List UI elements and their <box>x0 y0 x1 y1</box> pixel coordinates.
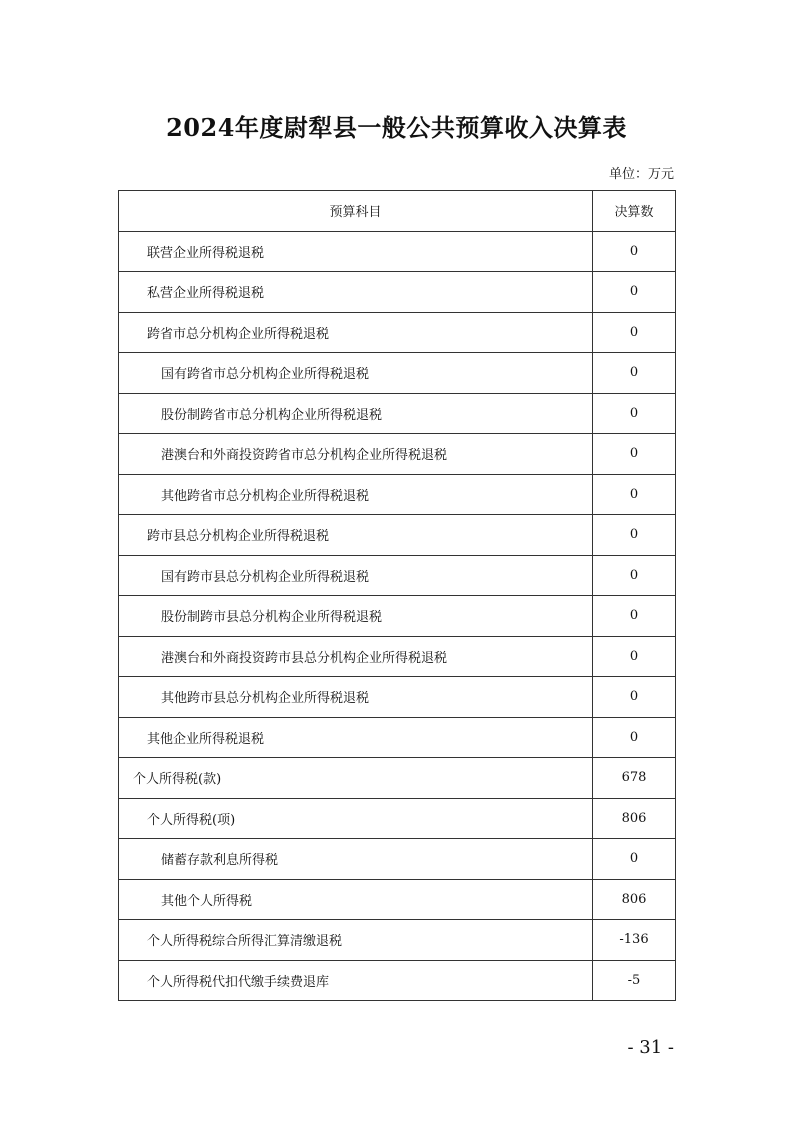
amount-cell: 0 <box>593 515 676 556</box>
subject-cell: 港澳台和外商投资跨市县总分机构企业所得税退税 <box>119 636 593 677</box>
subject-cell: 股份制跨市县总分机构企业所得税退税 <box>119 596 593 637</box>
amount-cell: -136 <box>593 920 676 961</box>
table-row <box>119 272 676 313</box>
table-row <box>119 798 676 839</box>
table-body <box>119 231 676 1001</box>
table-row <box>119 312 676 353</box>
subject-cell: 其他跨市县总分机构企业所得税退税 <box>119 677 593 718</box>
subject-cell: 私营企业所得税退税 <box>119 272 593 313</box>
amount-cell: 806 <box>593 879 676 920</box>
table-row <box>119 515 676 556</box>
table-row <box>119 596 676 637</box>
table-row <box>119 555 676 596</box>
header-amount: 决算数 <box>593 191 676 232</box>
subject-cell: 联营企业所得税退税 <box>119 231 593 272</box>
amount-cell: 0 <box>593 717 676 758</box>
amount-cell: 0 <box>593 677 676 718</box>
amount-cell: 0 <box>593 474 676 515</box>
budget-table <box>118 190 676 1001</box>
table-row <box>119 839 676 880</box>
amount-cell: 0 <box>593 393 676 434</box>
subject-cell: 跨市县总分机构企业所得税退税 <box>119 515 593 556</box>
subject-cell: 个人所得税综合所得汇算清缴退税 <box>119 920 593 961</box>
subject-cell: 个人所得税(款) <box>119 758 593 799</box>
table-header-row <box>119 191 676 232</box>
amount-cell: -5 <box>593 960 676 1001</box>
amount-cell: 0 <box>593 555 676 596</box>
table-row <box>119 353 676 394</box>
table-row <box>119 879 676 920</box>
table-row <box>119 393 676 434</box>
table-row <box>119 636 676 677</box>
table-row <box>119 677 676 718</box>
amount-cell: 806 <box>593 798 676 839</box>
header-subject: 预算科目 <box>119 191 593 232</box>
subject-cell: 国有跨市县总分机构企业所得税退税 <box>119 555 593 596</box>
amount-cell: 0 <box>593 636 676 677</box>
table-row <box>119 717 676 758</box>
amount-cell: 0 <box>593 596 676 637</box>
subject-cell: 个人所得税(项) <box>119 798 593 839</box>
subject-cell: 港澳台和外商投资跨省市总分机构企业所得税退税 <box>119 434 593 475</box>
page-number: - 31 - <box>627 1037 674 1058</box>
subject-cell: 其他个人所得税 <box>119 879 593 920</box>
amount-cell: 0 <box>593 272 676 313</box>
table-row <box>119 758 676 799</box>
amount-cell: 0 <box>593 231 676 272</box>
subject-cell: 国有跨省市总分机构企业所得税退税 <box>119 353 593 394</box>
subject-cell: 个人所得税代扣代缴手续费退库 <box>119 960 593 1001</box>
amount-cell: 0 <box>593 434 676 475</box>
document-title: 2024年度尉犁县一般公共预算收入决算表 <box>166 113 627 142</box>
subject-cell: 储蓄存款利息所得税 <box>119 839 593 880</box>
subject-cell: 其他企业所得税退税 <box>119 717 593 758</box>
table-row <box>119 920 676 961</box>
amount-cell: 0 <box>593 839 676 880</box>
subject-cell: 其他跨省市总分机构企业所得税退税 <box>119 474 593 515</box>
table-row <box>119 960 676 1001</box>
table-row <box>119 231 676 272</box>
amount-cell: 0 <box>593 312 676 353</box>
unit-label: 单位：万元 <box>608 167 674 182</box>
table-row <box>119 434 676 475</box>
amount-cell: 0 <box>593 353 676 394</box>
table-row <box>119 474 676 515</box>
subject-cell: 跨省市总分机构企业所得税退税 <box>119 312 593 353</box>
amount-cell: 678 <box>593 758 676 799</box>
subject-cell: 股份制跨省市总分机构企业所得税退税 <box>119 393 593 434</box>
